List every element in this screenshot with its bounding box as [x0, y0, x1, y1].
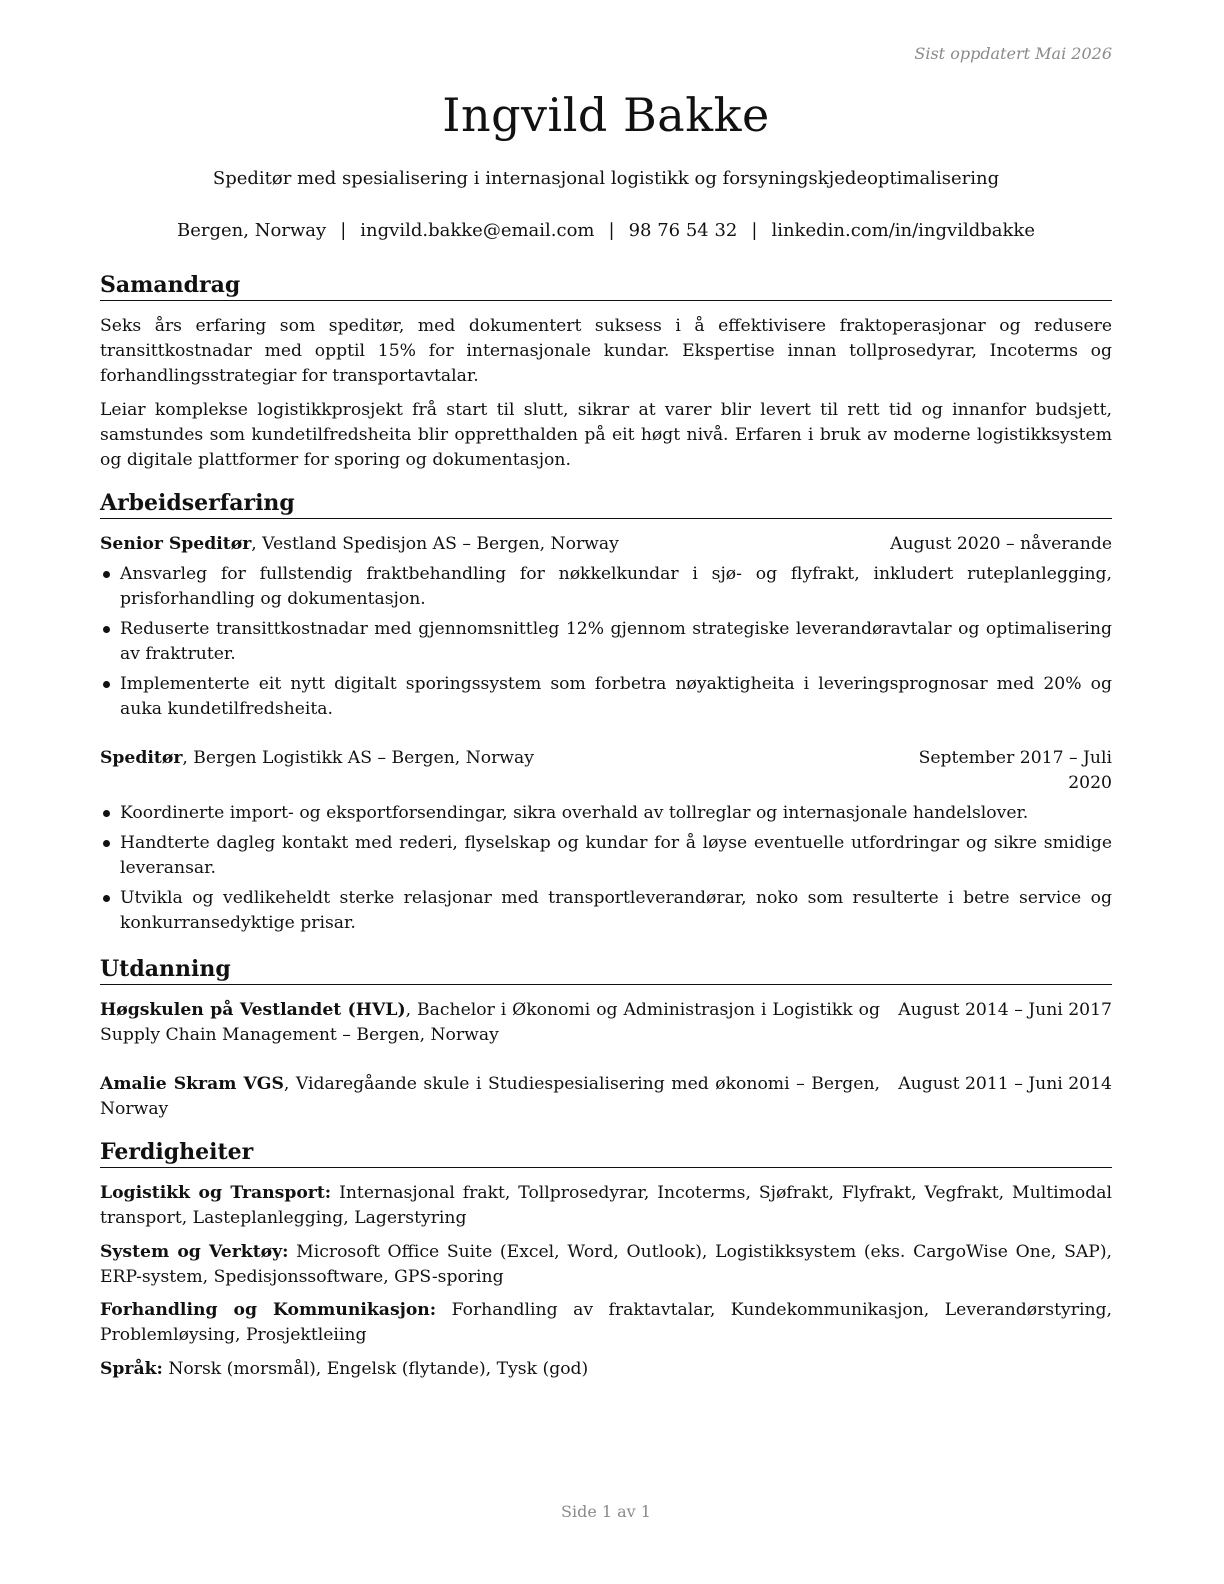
- skill-label: Logistikk og Transport:: [100, 1183, 332, 1203]
- bullet-item: [100, 801, 1112, 826]
- job-dates: August 2020 – nåverande: [890, 534, 1112, 554]
- bullet-text: Koordinerte import- og eksportforsendingar, sikra overhald av tollreglar og internasjonale handelslover.: [120, 803, 1029, 823]
- degree-text: , Vidaregåande skule i Studiespesialisering med økonomi – Bergen, Norway: [100, 1074, 880, 1119]
- bullet-text: Implementerte eit nytt digitalt sporingssystem som forbetra nøyaktigheita i leveringsprognosar med 20% og auka kundetilfredsheita.: [120, 674, 1112, 719]
- bullet-icon: [103, 571, 110, 578]
- job-employer: , Vestland Spedisjon AS – Bergen, Norway: [251, 534, 619, 554]
- job-dates-line: 2020: [1068, 773, 1112, 793]
- job-subtitle: Speditør med spesialisering i internasjonal logistikk og forsyningskjedeoptimalisering: [212, 168, 1000, 189]
- experience-heading: Arbeidserfaring: [100, 490, 1112, 519]
- contact-linkedin[interactable]: linkedin.com/in/ingvildbakke: [771, 220, 1035, 241]
- skill-label: System og Verktøy:: [100, 1242, 289, 1262]
- skill-row: [100, 1298, 1112, 1348]
- resume-page: [100, 0, 1112, 1584]
- education-description: [100, 998, 880, 1048]
- job-header: [100, 532, 1112, 557]
- job-bullets: [100, 801, 1112, 941]
- bullet-text: Utvikla og vedlikeheldt sterke relasjonar med transportleverandørar, noko som resulterte i betre service og konkurransedyktige prisar.: [120, 888, 1112, 933]
- education-heading: Utdanning: [100, 956, 1112, 985]
- contact-separator: |: [751, 220, 758, 241]
- contact-phone: 98 76 54 32: [628, 220, 738, 241]
- person-name: Ingvild Bakke: [442, 88, 770, 142]
- contact-line: [100, 220, 1112, 241]
- job-dates-line: September 2017 – Juli: [918, 748, 1112, 768]
- job-title: Senior Speditør: [100, 534, 252, 554]
- job-header: [100, 746, 1112, 793]
- bullet-text: Ansvarleg for fullstendig fraktbehandling for nøkkelkundar i sjø- og flyfrakt, inkludert ruteplanlegging, prisforhandling og dokumentasjon.: [120, 564, 1112, 609]
- contact-separator: |: [340, 220, 347, 241]
- bullet-item: [100, 672, 1112, 722]
- education-entry: [100, 1072, 1112, 1122]
- job-employer: , Bergen Logistikk AS – Bergen, Norway: [182, 748, 534, 768]
- school-name: Amalie Skram VGS: [100, 1074, 284, 1094]
- bullet-item: [100, 617, 1112, 667]
- contact-location: Bergen, Norway: [177, 220, 327, 241]
- last-updated: Sist oppdatert Mai 2026: [914, 44, 1112, 63]
- bullet-icon: [103, 810, 110, 817]
- bullet-icon: [103, 895, 110, 902]
- bullet-icon: [103, 626, 110, 633]
- bullet-item: [100, 886, 1112, 936]
- skill-label: Språk:: [100, 1359, 163, 1379]
- school-name: Høgskulen på Vestlandet (HVL): [100, 1000, 406, 1020]
- job-bullets: [100, 562, 1112, 727]
- contact-separator: |: [608, 220, 615, 241]
- skill-value: Internasjonal frakt, Tollprosedyrar, Incoterms, Sjøfrakt, Flyfrakt, Vegfrakt, Multimodal transport, Lasteplanlegging, Lagerstyring: [100, 1183, 1112, 1228]
- contact-email[interactable]: ingvild.bakke@email.com: [360, 220, 595, 241]
- skill-row: [100, 1240, 1112, 1290]
- skill-row: [100, 1357, 1112, 1382]
- summary-paragraph: Leiar komplekse logistikkprosjekt frå start til slutt, sikrar at varer blir levert til rett tid og innanfor budsjett, samstundes som kundetilfredsheita blir oppretthalden på eit høgt nivå. Erfaren i bruk av moderne logistikksystem og digitale plattformer for sporing og dokumentasjon.: [100, 400, 1112, 470]
- education-description: [100, 1072, 880, 1122]
- bullet-text: Reduserte transittkostnadar med gjennomsnittleg 12% gjennom strategiske leverandøravtalar og optimalisering av fraktruter.: [120, 619, 1112, 664]
- summary-heading: Samandrag: [100, 272, 1112, 301]
- skill-value: Norsk (morsmål), Engelsk (flytande), Tysk (god): [162, 1359, 589, 1379]
- bullet-item: [100, 831, 1112, 881]
- bullet-text: Handterte dagleg kontakt med rederi, flyselskap og kundar for å løyse eventuelle utfordringar og sikre smidige leveransar.: [120, 833, 1112, 878]
- job-dates: [919, 746, 1112, 796]
- skill-value: Forhandling av fraktavtalar, Kundekommunikasjon, Leverandørstyring, Problemløysing, Prosjektleiing: [100, 1300, 1112, 1345]
- skill-value: Microsoft Office Suite (Excel, Word, Outlook), Logistikksystem (eks. CargoWise One, SAP), ERP-system, Spedisjonssoftware, GPS-sporing: [100, 1242, 1112, 1287]
- skill-label: Forhandling og Kommunikasjon:: [100, 1300, 437, 1320]
- bullet-icon: [103, 681, 110, 688]
- skill-row: [100, 1181, 1112, 1231]
- bullet-item: [100, 562, 1112, 612]
- education-dates: August 2014 – Juni 2017: [898, 1000, 1112, 1020]
- job-title: Speditør: [100, 748, 183, 768]
- degree-text: , Bachelor i Økonomi og Administrasjon i Logistikk og Supply Chain Management – Bergen, Norway: [100, 1000, 880, 1045]
- summary-paragraph: Seks års erfaring som speditør, med dokumentert suksess i å effektivisere fraktoperasjonar og redusere transittkostnadar med opptil 15% for internasjonale kundar. Ekspertise innan tollprosedyrar, Incoterms og forhandlingsstrategiar for transportavtalar.: [100, 316, 1112, 386]
- education-dates: August 2011 – Juni 2014: [898, 1074, 1112, 1094]
- education-entry: [100, 998, 1112, 1048]
- skills-heading: Ferdigheiter: [100, 1139, 1112, 1168]
- page-footer: Side 1 av 1: [561, 1502, 651, 1521]
- bullet-icon: [103, 840, 110, 847]
